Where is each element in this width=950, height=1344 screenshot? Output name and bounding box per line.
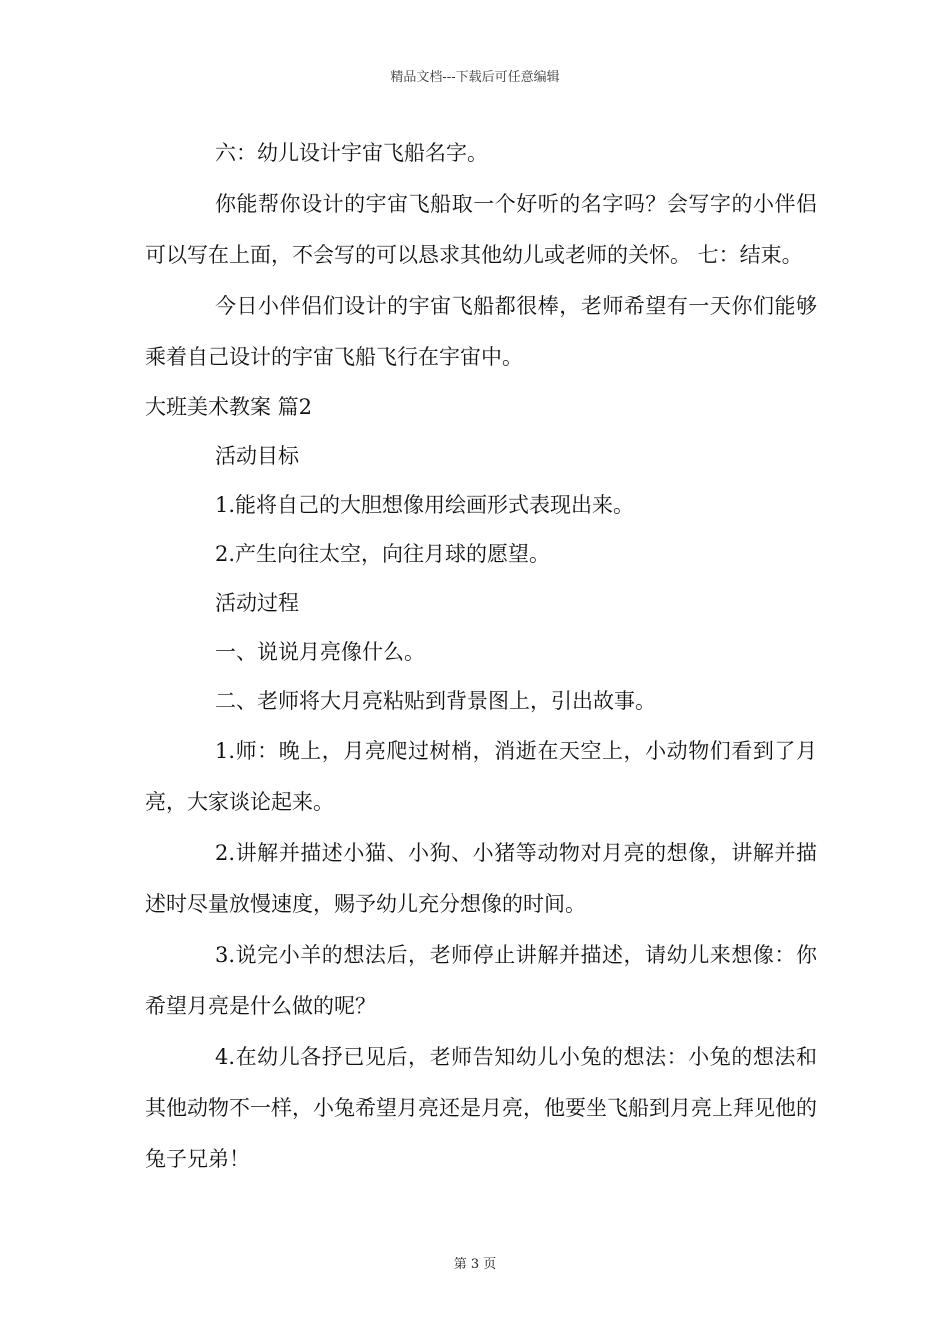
paragraph-step-six: 六：幼儿设计宇宙飞船名字。 [215,141,488,165]
page-number: 第 3 页 [453,1257,497,1272]
paragraph-name-ship: 你能帮你设计的宇宙飞船取一个好听的名字吗？会写字的小伴侣可以写在上面，不会写的可以恳求其他幼儿或老师的关怀。 七：结束。 [145,192,817,267]
page-header: 精品文档---下载后可任意编辑 [390,70,560,85]
paragraph-closing: 今日小伴侣们设计的宇宙飞船都很棒，老师希望有一天你们能够乘着自己设计的宇宙飞船飞行在宇宙中。 [145,294,817,369]
process-substep-3: 3.说完小羊的想法后，老师停止讲解并描述，请幼儿来想像：你希望月亮是什么做的呢？ [145,943,817,1018]
goal-item-2: 2.产生向往太空，向往月球的愿望。 [215,542,551,566]
process-substep-2: 2.讲解并描述小猫、小狗、小猪等动物对月亮的想像，讲解并描述时尽量放慢速度，赐予幼儿充分想像的时间。 [145,841,817,916]
heading-activity-goals: 活动目标 [215,444,299,468]
process-step-2: 二、老师将大月亮粘贴到背景图上，引出故事。 [215,689,656,713]
heading-activity-process: 活动过程 [215,591,299,615]
document-body [145,128,817,1185]
process-step-1: 一、说说月亮像什么。 [215,640,425,664]
process-substep-1: 1.师：晚上，月亮爬过树梢，消逝在天空上，小动物们看到了月亮，大家谈论起来。 [145,739,817,814]
goal-item-1: 1.能将自己的大胆想像用绘画形式表现出来。 [215,493,635,517]
section-title: 大班美术教案 篇2 [145,395,313,419]
process-substep-4: 4.在幼儿各抒已见后，老师告知幼儿小兔的想法：小兔的想法和其他动物不一样，小兔希望月亮还是月亮，他要坐飞船到月亮上拜见他的兔子兄弟！ [145,1045,817,1171]
